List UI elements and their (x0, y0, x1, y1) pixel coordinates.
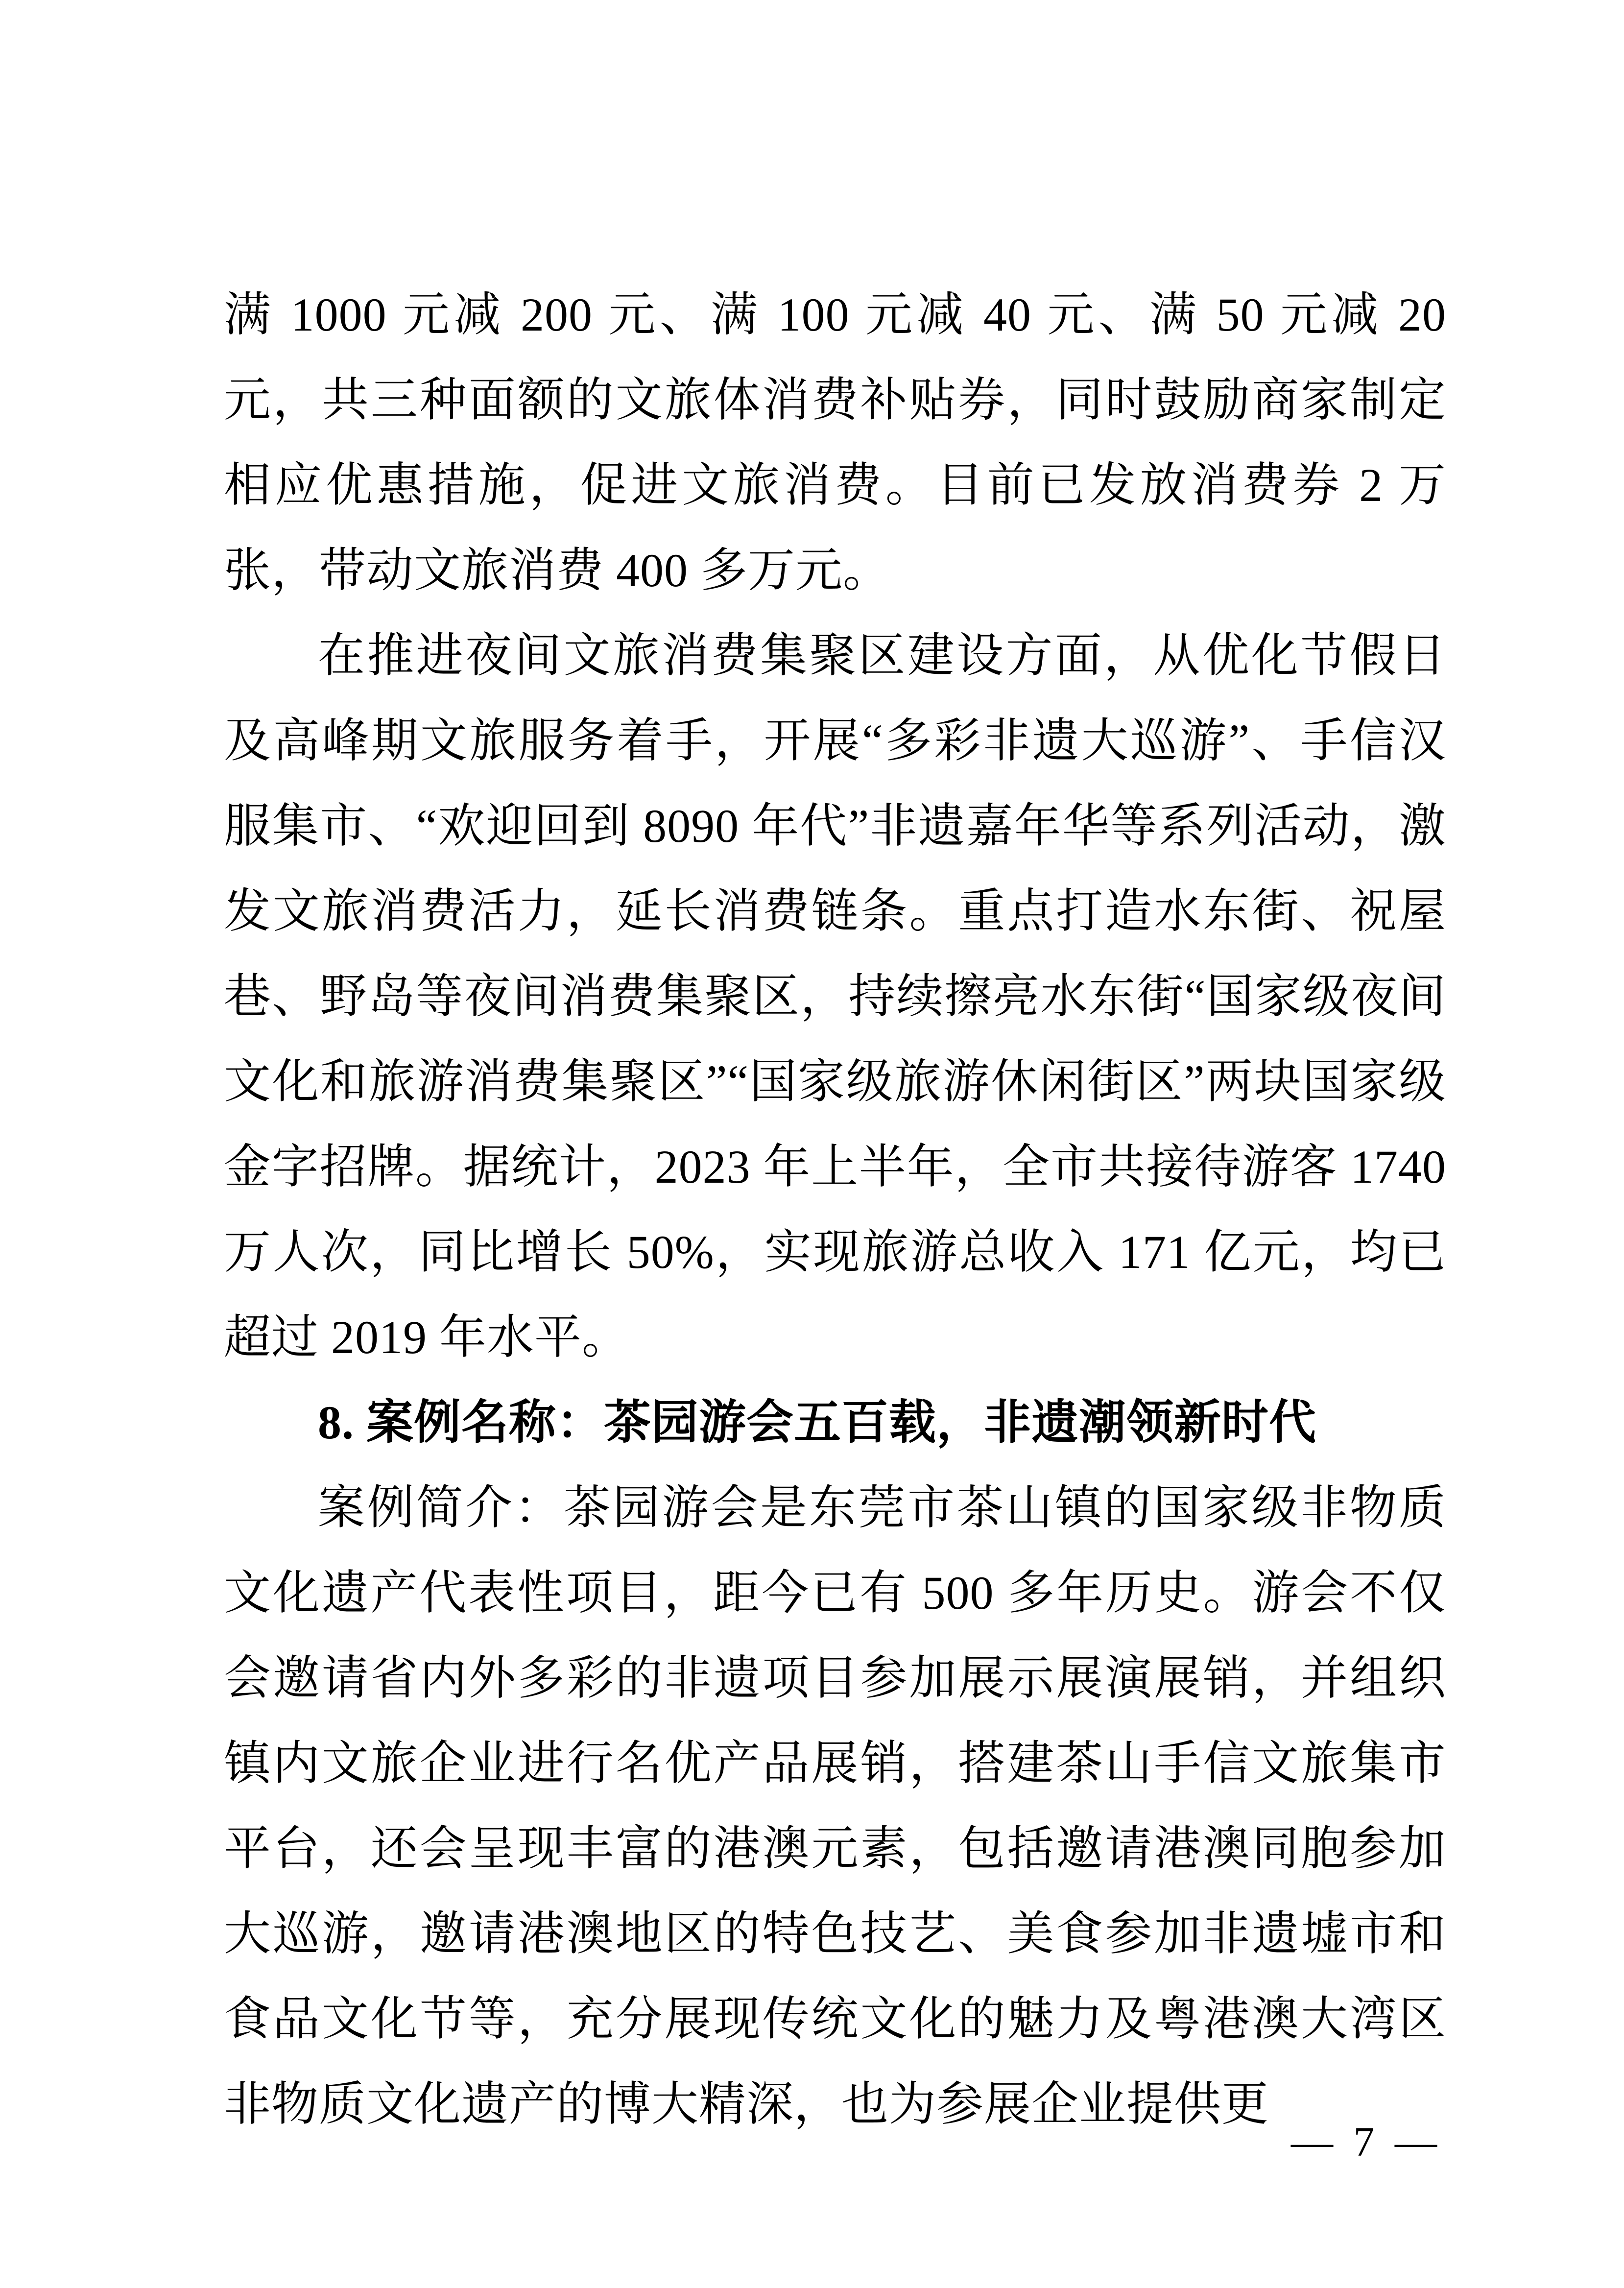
body-paragraph-continuation: 满 1000 元减 200 元、满 100 元减 40 元、满 50 元减 20 元，共三种面额的文旅体消费补贴券，同时鼓励商家制定相应优惠措施，促进文旅消费。目前已发放消费券 2 万张，带动文旅消费 400 多万元。 (224, 288, 1446, 596)
case-8-heading: 8. 案例名称：茶园游会五百载，非遗潮领新时代 (318, 1396, 1316, 1449)
body-paragraph-night-consumption: 在推进夜间文旅消费集聚区建设方面，从优化节假日及高峰期文旅服务着手，开展“多彩非遗大巡游”、手信汉服集市、“欢迎回到 8090 年代”非遗嘉年华等系列活动，激发文旅消费活力，延长消费链条。重点打造水东街、祝屋巷、野岛等夜间消费集聚区，持续擦亮水东街“国家级夜间文化和旅游消费集聚区”“国家级旅游休闲街区”两块国家级金字招牌。据统计，2023 年上半年，全市共接待游客 1740 万人次，同比增长 50%，实现旅游总收入 171 亿元，均已超过 2019 年水平。 (224, 629, 1446, 1363)
body-paragraph-case-intro: 案例简介：茶园游会是东莞市茶山镇的国家级非物质文化遗产代表性项目，距今已有 500 多年历史。游会不仅会邀请省内外多彩的非遗项目参加展示展演展销，并组织镇内文旅企业进行名优产品展销，搭建茶山手信文旅集市平台，还会呈现丰富的港澳元素，包括邀请港澳同胞参加大巡游，邀请港澳地区的特色技艺、美食参加非遗墟市和食品文化节等，充分展现传统文化的魅力及粤港澳大湾区非物质文化遗产的博大精深，也为参展企业提供更 (224, 1481, 1446, 2130)
page-number: — 7 — (1291, 2118, 1442, 2165)
document-text-block (224, 272, 1446, 2147)
